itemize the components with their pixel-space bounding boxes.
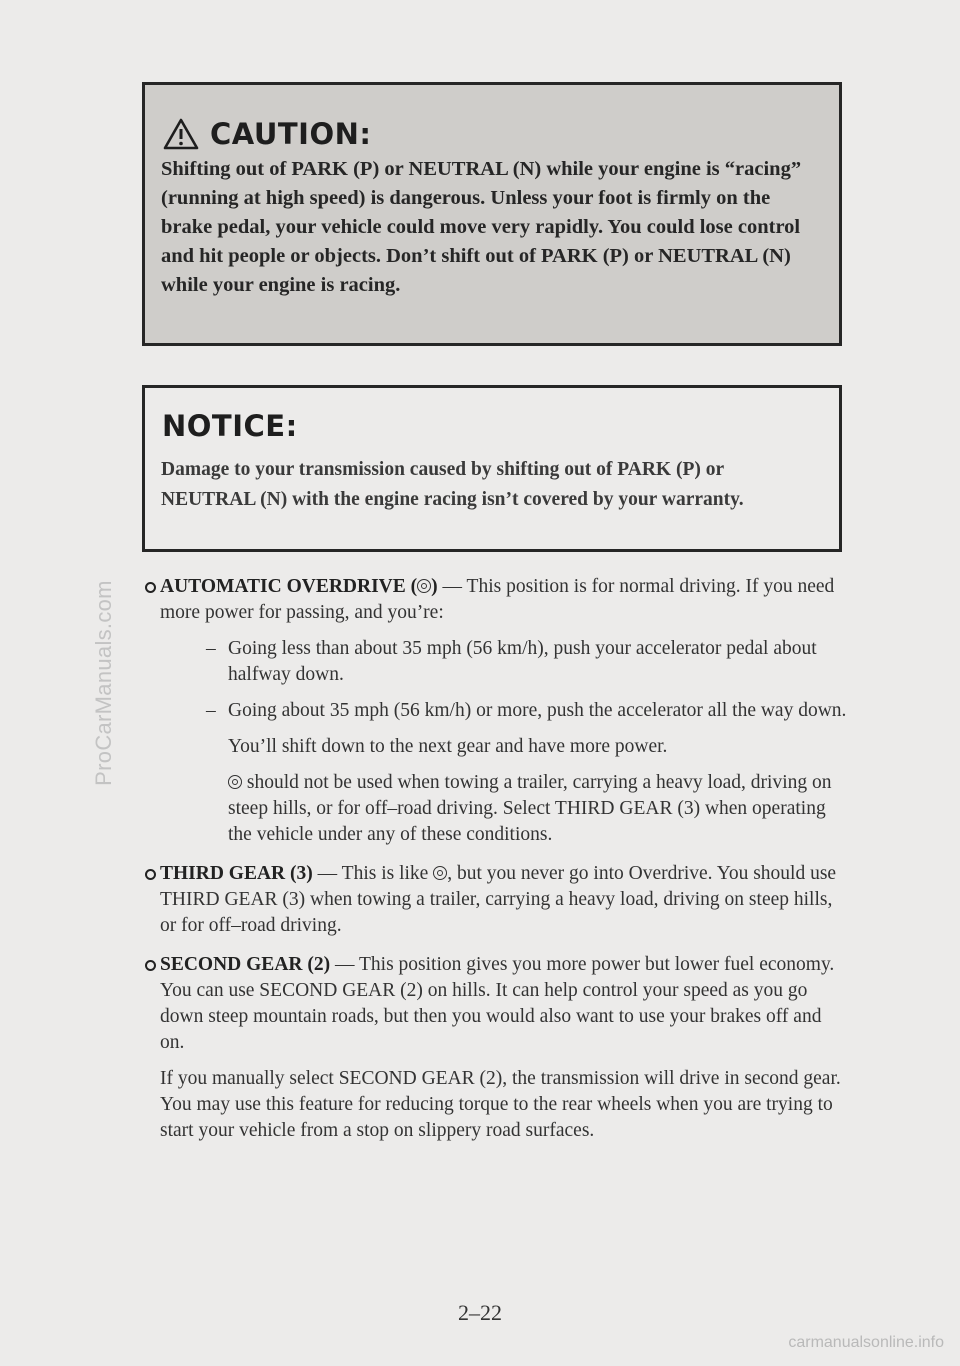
footer-watermark: carmanualsonline.info [788, 1334, 944, 1351]
second-gear-term: SECOND GEAR (2) [160, 954, 331, 975]
overdrive-icon [417, 579, 431, 593]
dash-item-text: Going less than about 35 mph (56 km/h), push your accelerator pedal about halfway down. [228, 638, 817, 685]
third-gear-term: THIRD GEAR (3) [160, 863, 313, 884]
second-gear-description: — This position gives you more power but lower fuel economy. You can use SECOND GEAR (2) on hills. It can help control your speed as you go down steep mountain roads, but then you would also want to use your brakes off and on. [160, 954, 835, 1053]
overdrive-dash-item-1 [206, 636, 850, 688]
overdrive-icon [433, 866, 447, 880]
overdrive-usage-note: should not be used when towing a trailer, carrying a heavy load, driving on steep hills, or for off–road driving. Select THIRD GEAR (3) when operating the vehicle under any of these conditions. [228, 772, 832, 845]
dash-item-text: Going about 35 mph (56 km/h) or more, push the accelerator all the way down. [228, 700, 847, 721]
bullet-icon [145, 960, 156, 971]
caution-box [142, 82, 842, 346]
overdrive-icon [228, 775, 242, 789]
side-watermark: ProCarManuals.com [91, 580, 116, 786]
dash-glyph: – [206, 638, 216, 659]
notice-text: Damage to your transmission caused by shifting out of PARK (P) or NEUTRAL (N) with the engine racing isn’t covered by your warranty. [161, 459, 744, 510]
caution-heading [162, 117, 371, 151]
third-gear-description-start: — This is like [312, 863, 434, 884]
caution-title: CAUTION: [210, 117, 372, 151]
main-content [160, 574, 850, 1157]
third-gear-item [160, 861, 850, 939]
overdrive-description: — This position is for normal driving. If you need more power for passing, and you’re: [160, 576, 835, 623]
third-gear-description-end: , but you never go into Overdrive. You should use THIRD GEAR (3) when towing a trailer, carrying a heavy load, driving on steep hills, or for off–road driving. [160, 863, 837, 936]
page-number: 2–22 [458, 1300, 502, 1325]
overdrive-dash-item-2 [206, 698, 850, 724]
notice-box [142, 385, 842, 552]
caution-text: Shifting out of PARK (P) or NEUTRAL (N) while your engine is “racing” (running at high speed) is dangerous. Unless your foot is firmly on the brake pedal, your vehicle could move very rapidly. You could lose control and hit people or objects. Don’t shift out of PARK (P) or NEUTRAL (N) while your engine is racing. [161, 158, 802, 296]
overdrive-term: AUTOMATIC OVERDRIVE ( ) [160, 576, 438, 597]
warning-triangle-icon [162, 117, 200, 151]
second-gear-item [160, 952, 850, 1144]
overdrive-item [160, 574, 850, 848]
dash-glyph: – [206, 700, 216, 721]
overdrive-power-note: You’ll shift down to the next gear and have more power. [228, 736, 668, 757]
bullet-icon [145, 869, 156, 880]
second-gear-manual-note: If you manually select SECOND GEAR (2), the transmission will drive in second gear. You may use this feature for reducing torque to the rear wheels when you are trying to start your vehicle from a stop on slippery road surfaces. [160, 1068, 841, 1141]
notice-title: NOTICE: [162, 409, 298, 443]
bullet-icon [145, 582, 156, 593]
